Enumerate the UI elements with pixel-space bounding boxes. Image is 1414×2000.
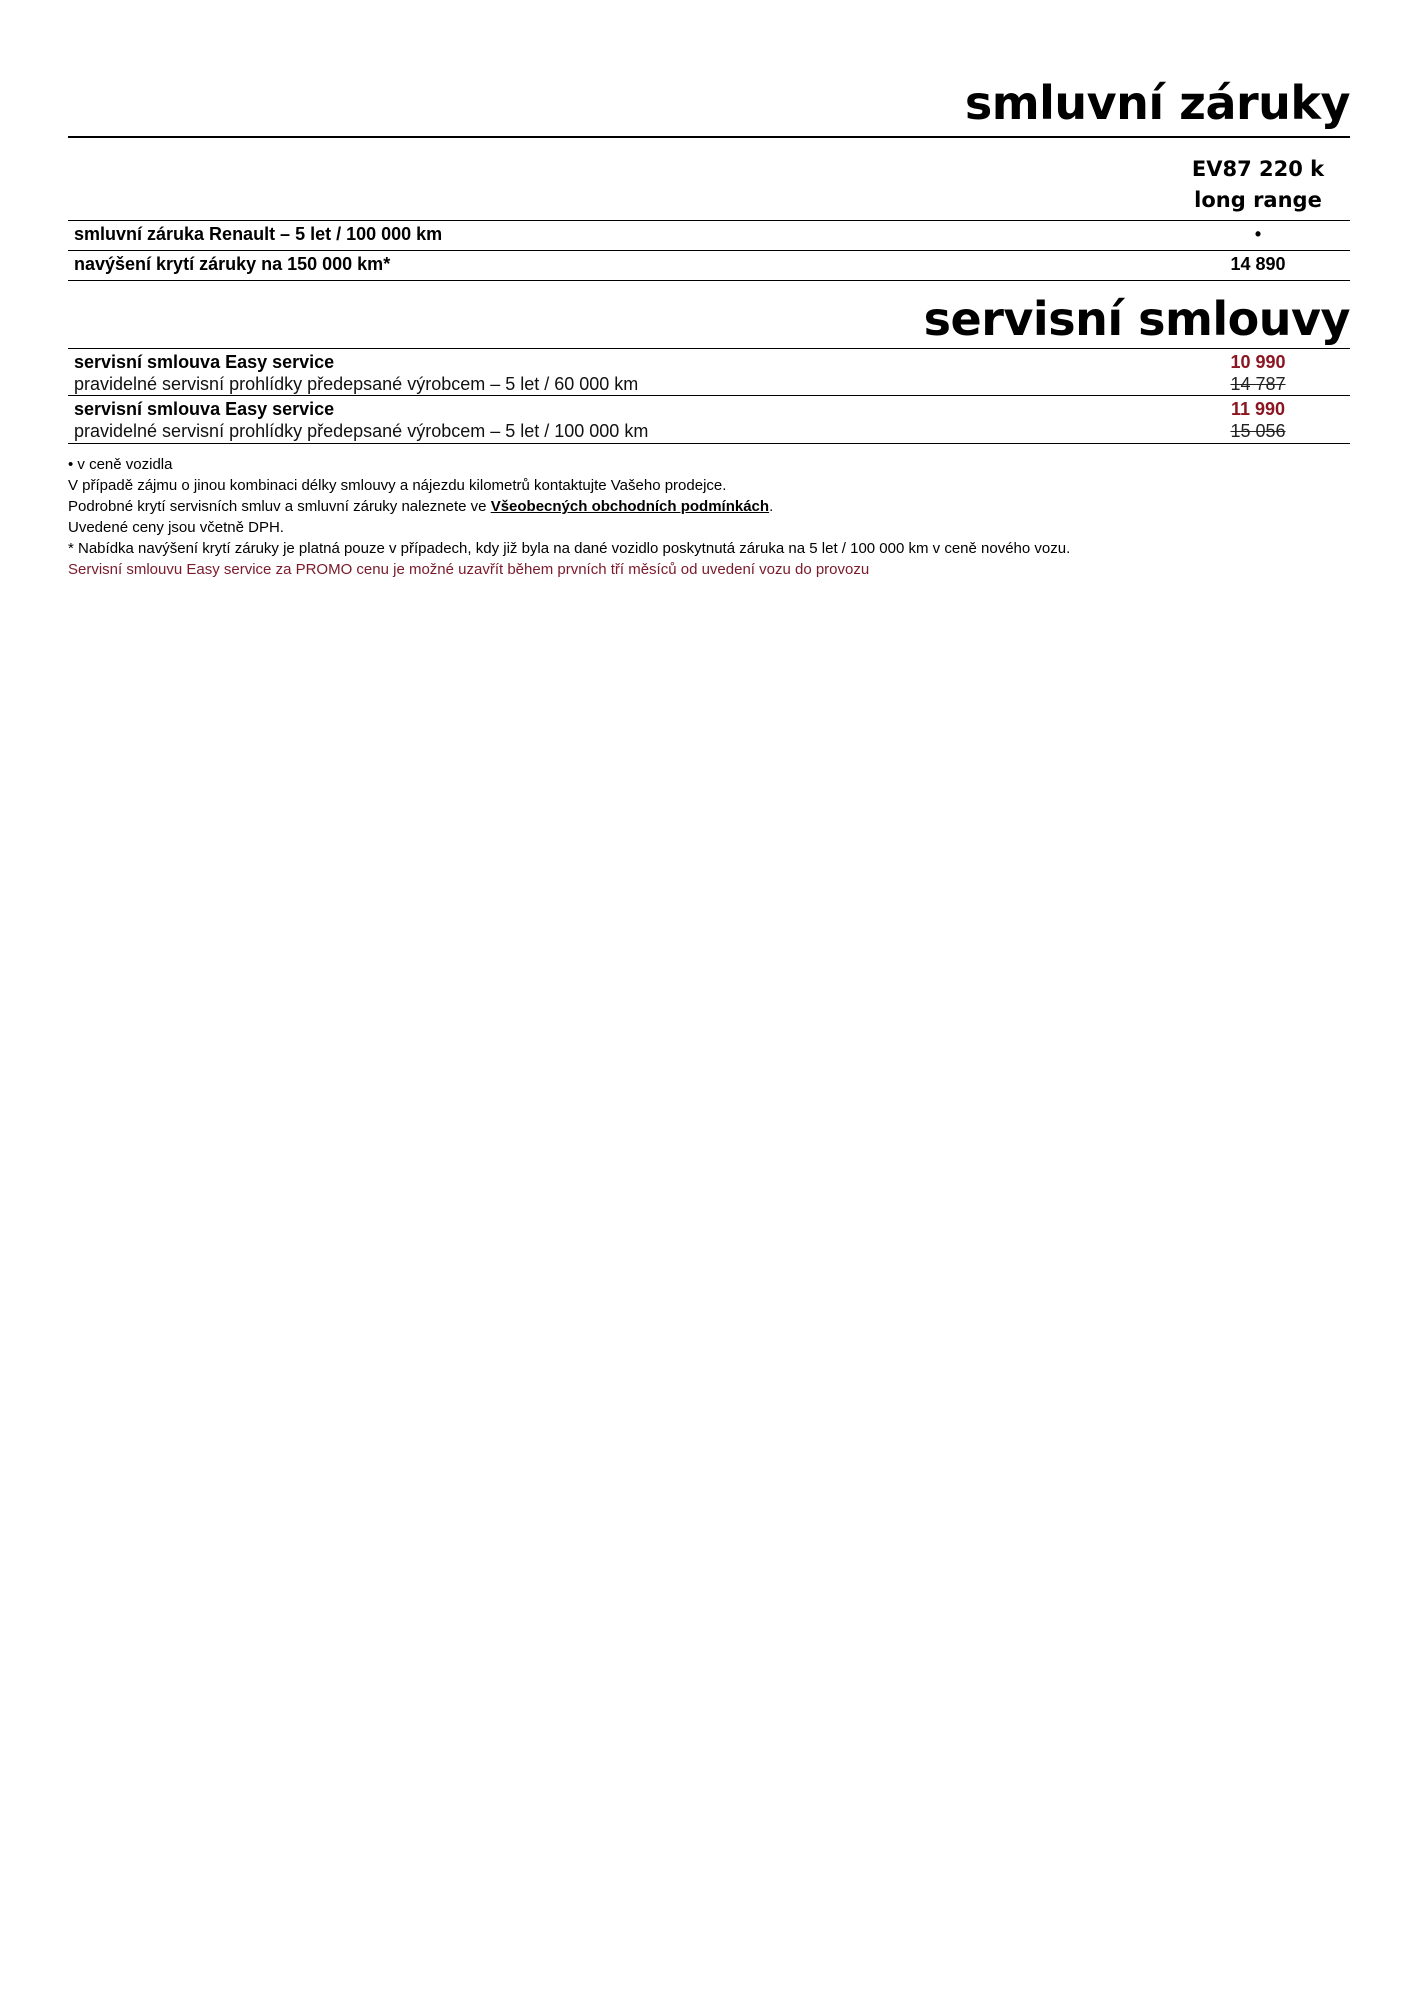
model-variant: long range [1194,188,1322,212]
model-column-header [1178,154,1338,216]
asterisk-note: * Nabídka navýšení krytí záruky je platná pouze v případech, kdy již byla na dané vozidlo poskytnutá záruka na 5 let / 100 000 km v ceně nového vozu. [68,540,1071,557]
old-price: 15 056 [1230,421,1286,441]
warranty-row-label: smluvní záruka Renault – 5 let / 100 000 km [74,224,443,244]
table-divider [68,250,1350,251]
warranty-section-title: smluvní záruky [964,76,1350,130]
service-prices [1178,351,1338,395]
service-row-label [74,351,638,395]
service-section-title: servisní smlouvy [923,292,1350,346]
model-name: EV87 220 k [1191,157,1325,181]
promo-price: 11 990 [1230,399,1286,419]
table-row [68,398,1350,442]
promo-note: Servisní smlouvu Easy service za PROMO cenu je možné uzavřít během prvních tří měsíců od uvedení vozu do provozu [68,561,870,578]
terms-note [68,496,1070,517]
service-name: servisní smlouva Easy service [74,399,335,419]
table-divider [68,220,1350,221]
table-divider [68,443,1350,444]
vat-note: Uvedené ceny jsou včetně DPH. [68,519,284,536]
table-row [68,224,1350,250]
promo-price: 10 990 [1230,352,1286,372]
table-divider [68,395,1350,396]
warranty-row-value: • [1254,224,1262,244]
content-area [68,0,1350,2000]
footnotes [68,454,1070,580]
service-row-label [74,398,648,442]
terms-suffix: . [769,498,774,515]
table-divider [68,348,1350,349]
service-description: pravidelné servisní prohlídky předepsané výrobcem – 5 let / 100 000 km [74,421,649,441]
terms-prefix: Podrobné krytí servisních smluv a smluvní záruky naleznete ve [68,498,491,515]
warranty-row-value: 14 890 [1230,254,1286,274]
contact-note: V případě zájmu o jinou kombinaci délky smlouvy a nájezdu kilometrů kontaktujte Vašeho prodejce. [68,477,727,494]
warranty-row-label: navýšení krytí záruky na 150 000 km* [74,254,391,274]
table-divider [68,280,1350,281]
service-prices [1178,398,1338,442]
service-description: pravidelné servisní prohlídky předepsané výrobcem – 5 let / 60 000 km [74,374,639,394]
bullet-note: • v ceně vozidla [68,456,173,473]
service-name: servisní smlouva Easy service [74,352,335,372]
table-row [68,254,1350,280]
terms-link[interactable]: Všeobecných obchodních podmínkách [490,498,770,515]
table-row [68,351,1350,395]
title-divider [68,136,1350,138]
old-price: 14 787 [1230,374,1286,394]
